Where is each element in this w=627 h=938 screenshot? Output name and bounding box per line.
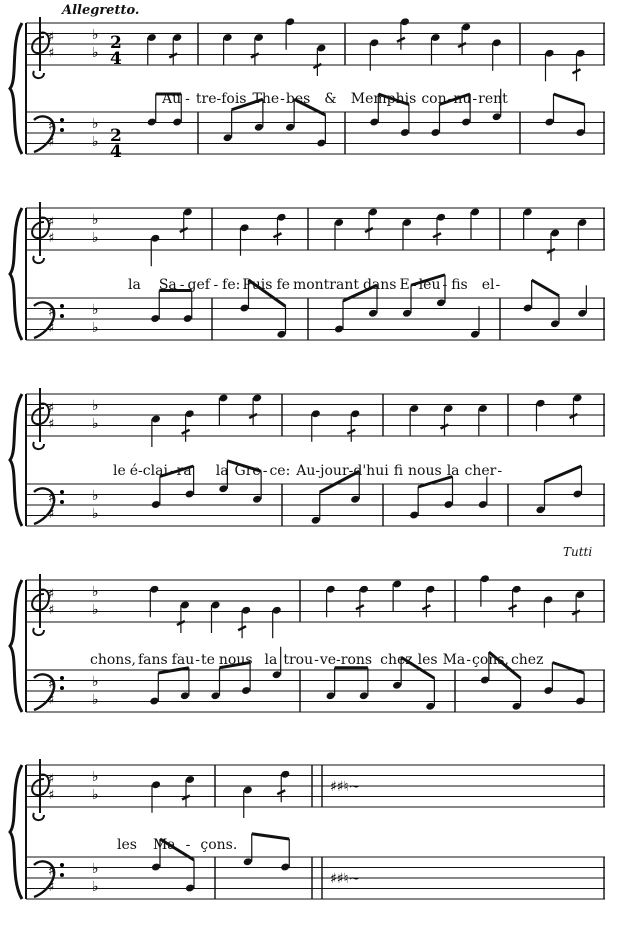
key-flat-icon: ♭ [92, 602, 99, 618]
key-flat-icon: ♭ [92, 488, 99, 504]
key-sharp-icon: ♯ [48, 417, 55, 432]
brace [10, 580, 22, 712]
key-sharp-icon: ♯ [48, 677, 55, 692]
key-flat-icon: ♭ [92, 45, 99, 61]
lyrics-line-1: Au - tre-fois The-bes & Memphis con-nu-rent [162, 91, 508, 107]
bass-clef-dot [60, 873, 64, 877]
note-beam [552, 663, 584, 674]
bass-clef-dot [60, 686, 64, 690]
lyrics-line-5: les Ma - çons. [117, 837, 238, 853]
time-signature-top-upper: 2 [110, 33, 122, 53]
bass-clef-dot [60, 500, 64, 504]
treble-clef-icon [32, 17, 49, 78]
key-flat-icon: ♭ [92, 416, 99, 432]
key-change-icon: ♯♯♮~ [330, 779, 361, 795]
key-sharp-icon: ♯ [48, 401, 55, 416]
treble-clef-icon [32, 574, 49, 635]
key-sharp-icon: ♯ [48, 119, 55, 134]
key-sharp-icon: ♯ [48, 491, 55, 506]
key-sharp-icon: ♯ [48, 693, 55, 708]
brace [10, 394, 22, 526]
key-flat-icon: ♭ [92, 134, 99, 150]
key-sharp-icon: ♯ [48, 603, 55, 618]
key-sharp-icon: ♯ [48, 231, 55, 246]
bass-clef-dot [60, 128, 64, 132]
time-signature-bottom-upper: 2 [110, 126, 122, 146]
lyrics-line-4: chons, fans fau-te nous la trou-ve-rons chez les Ma-çons, chez [90, 652, 544, 668]
notes [147, 17, 588, 892]
lyrics-line-2: la Sa - gef - fe: Puis fe montrant dans E - leu - fis el- [128, 277, 501, 293]
key-flat-icon: ♭ [92, 674, 99, 690]
bass-clef-dot [60, 863, 64, 867]
brace [10, 23, 22, 154]
key-flat-icon: ♭ [92, 769, 99, 785]
treble-clef-icon [32, 759, 49, 820]
key-change-icon: ♯♯♮~ [330, 871, 361, 887]
brace [10, 765, 22, 899]
tutti-marking: Tutti [563, 545, 593, 559]
bass-clef-dot [60, 118, 64, 122]
key-sharp-icon: ♯ [48, 305, 55, 320]
key-sharp-icon: ♯ [48, 215, 55, 230]
bass-clef-dot [60, 314, 64, 318]
key-sharp-icon: ♯ [48, 880, 55, 895]
note-beam [545, 466, 582, 482]
tempo-marking: Allegretto. [62, 3, 140, 18]
key-flat-icon: ♭ [92, 692, 99, 708]
key-sharp-icon: ♯ [48, 587, 55, 602]
key-sharp-icon: ♯ [48, 772, 55, 787]
bass-clef-dot [60, 304, 64, 308]
key-flat-icon: ♭ [92, 879, 99, 895]
note-beam [532, 280, 559, 296]
bass-clef-dot [60, 676, 64, 680]
treble-clef-icon [32, 202, 49, 263]
key-sharp-icon: ♯ [48, 788, 55, 803]
key-flat-icon: ♭ [92, 302, 99, 318]
key-flat-icon: ♭ [92, 584, 99, 600]
treble-clef-icon [32, 388, 49, 449]
key-flat-icon: ♭ [92, 506, 99, 522]
key-flat-icon: ♭ [92, 787, 99, 803]
key-sharp-icon: ♯ [48, 30, 55, 45]
key-flat-icon: ♭ [92, 230, 99, 246]
key-sharp-icon: ♯ [48, 507, 55, 522]
staves [10, 17, 605, 899]
key-flat-icon: ♭ [92, 212, 99, 228]
time-signature-bottom-lower: 4 [110, 142, 122, 162]
key-flat-icon: ♭ [92, 320, 99, 336]
key-sharp-icon: ♯ [48, 46, 55, 61]
note-beam [554, 94, 585, 105]
key-flat-icon: ♭ [92, 861, 99, 877]
time-signature-top-lower: 4 [110, 49, 122, 69]
key-flat-icon: ♭ [92, 116, 99, 132]
brace [10, 208, 22, 340]
bass-clef-dot [60, 490, 64, 494]
key-flat-icon: ♭ [92, 27, 99, 43]
key-sharp-icon: ♯ [48, 321, 55, 336]
key-sharp-icon: ♯ [48, 864, 55, 879]
key-flat-icon: ♭ [92, 398, 99, 414]
note-beam [252, 834, 290, 839]
lyrics-line-3: le é-clai - ra la Gre - ce: Au-jour-d'hui fi nous la cher- [113, 463, 503, 479]
key-sharp-icon: ♯ [48, 135, 55, 150]
